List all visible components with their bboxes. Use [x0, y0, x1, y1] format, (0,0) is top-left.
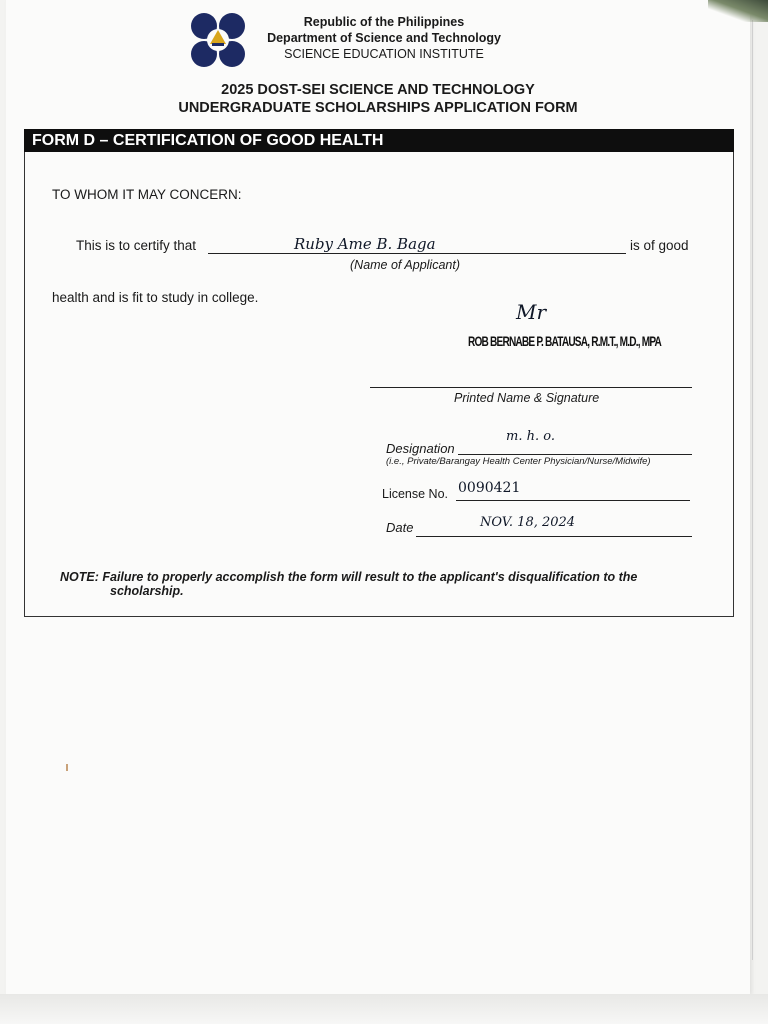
applicant-name: Ruby Ame B. Baga — [294, 235, 436, 253]
document-page — [6, 0, 750, 995]
signature-caption: Printed Name & Signature — [454, 391, 600, 405]
name-caption: (Name of Applicant) — [350, 258, 460, 272]
form-heading: FORM D – CERTIFICATION OF GOOD HEALTH — [24, 129, 734, 152]
paper-speck — [66, 764, 68, 771]
license-line — [456, 500, 690, 501]
header-line-2: Department of Science and Technology — [267, 31, 501, 45]
page-corner — [708, 0, 768, 22]
designation-hint: (i.e., Private/Barangay Health Center Physician/Nurse/Midwife) — [386, 456, 651, 467]
designation-label: Designation — [386, 441, 455, 456]
certify-suffix: is of good — [630, 238, 689, 253]
page-edge — [752, 20, 753, 960]
date-label: Date — [386, 520, 414, 535]
disqualification-note — [60, 570, 720, 598]
license-label: License No. — [382, 487, 449, 501]
dost-logo — [190, 12, 246, 68]
applicant-name-line — [208, 253, 626, 254]
certify-continuation: health and is fit to study in college. — [52, 290, 259, 305]
designation-line — [458, 454, 692, 455]
agency-header — [254, 14, 514, 62]
certify-prefix: This is to certify that — [76, 238, 197, 253]
signature: Mr — [516, 300, 547, 324]
note-line-2: scholarship. — [110, 584, 184, 598]
form-box — [24, 129, 734, 617]
form-title-line-2: UNDERGRADUATE SCHOLARSHIPS APPLICATION FORM — [178, 100, 578, 116]
salutation: TO WHOM IT MAY CONCERN: — [52, 187, 242, 202]
header-line-3: SCIENCE EDUCATION INSTITUTE — [284, 47, 484, 61]
date-value: NOV. 18, 2024 — [480, 515, 576, 530]
page-bottom-edge — [0, 994, 768, 1024]
form-title-line-1: 2025 DOST-SEI SCIENCE AND TECHNOLOGY — [221, 82, 535, 98]
note-line-1: NOTE: Failure to properly accomplish the form will result to the applicant's disqualification to the — [60, 570, 638, 584]
signature-line — [370, 387, 692, 388]
license-value: 0090421 — [458, 480, 521, 496]
designation-value: m. h. o. — [506, 429, 555, 444]
date-line — [416, 536, 692, 537]
header-line-1: Republic of the Philippines — [303, 15, 465, 29]
printed-name-stamp: ROB BERNABE P. BATAUSA, R.M.T., M.D., MPA — [468, 333, 662, 349]
